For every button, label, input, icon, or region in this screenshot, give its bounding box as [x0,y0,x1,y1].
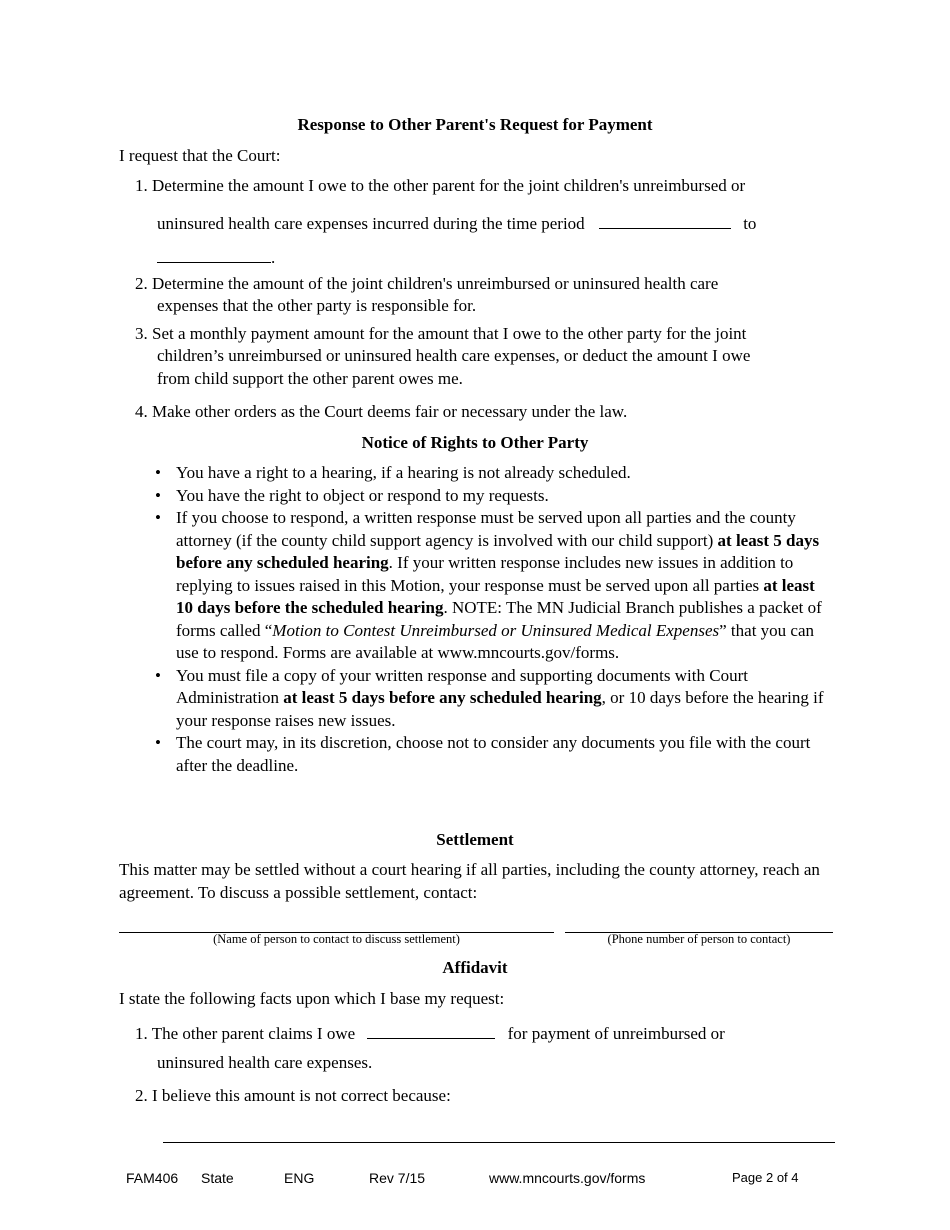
request-item-2: 2. Determine the amount of the joint children's unreimbursed or uninsured health care [135,274,719,293]
footer-form-number: FAM406 [126,1170,179,1186]
request-item-1: 1. Determine the amount I owe to the other parent for the joint children's unreimbursed or [135,176,746,195]
request-intro: I request that the Court: [119,146,281,165]
settlement-text: This matter may be settled without a court hearing if all parties, including the county attorney, reach an agreement. To discuss a possible settlement, contact: [119,860,820,902]
notice-bullet-3-text-4: ” that you can use to respond. Forms are available at www.mncourts.gov/forms. [176,620,815,662]
request-item-3: 3. Set a monthly payment amount for the amount that I owe to the other party for the joint [135,324,747,343]
footer-page-number: Page 2 of 4 [732,1170,799,1185]
notice-bullet-3 [155,507,835,665]
notice-bullet-4-bold: at least 5 days before any scheduled hearing [283,688,602,707]
notice-bullet-2: • You have the right to object or respond to my requests. [155,485,835,508]
request-item-1-line-2 [157,212,756,236]
notice-bullet-3-bold-2: at least 10 days before the scheduled hearing [176,575,815,617]
notice-heading: Notice of Rights to Other Party [361,433,589,452]
notice-bullet-5: • The court may, in its discretion, choose not to consider any documents you file with the court after the deadline. [155,732,835,777]
footer-state: State [201,1170,234,1186]
request-item-2-line-2: expenses that the other party is responsible for. [157,296,477,315]
footer-url: www.mncourts.gov/forms [489,1170,646,1186]
notice-bullet-4 [155,665,835,733]
request-item-3-line-3: from child support the other parent owes me. [157,369,463,388]
notice-bullet-3-form-title: Motion to Contest Unreimbursed or Uninsured Medical Expenses [272,620,720,640]
request-item-3-line-2: children’s unreimbursed or uninsured health care expenses, or deduct the amount I owe [157,346,751,365]
claimed-amount-field[interactable] [367,1022,495,1039]
affidavit-heading: Affidavit [442,958,508,977]
footer-revision: Rev 7/15 [369,1170,426,1186]
affidavit-item-2: 2. I believe this amount is not correct because: [135,1086,451,1105]
affidavit-intro: I state the following facts upon which I base my request: [119,989,505,1008]
notice-bullet-3-text-3: . NOTE: The MN Judicial Branch publishes a packet of forms called “ [176,598,822,640]
notice-bullet-1: • You have a right to a hearing, if a hearing is not already scheduled. [155,462,835,485]
request-item-1-text: uninsured health care expenses incurred during the time period [157,214,585,233]
notice-list [155,462,835,777]
settlement-name-caption: (Name of person to contact to discuss settlement) [213,932,460,946]
time-period-to-label: to [743,214,757,233]
settlement-phone-caption: (Phone number of person to contact) [607,932,791,946]
affidavit-item-1-text-a: 1. The other parent claims I owe [135,1024,356,1043]
time-period-end-field[interactable] [157,246,271,263]
notice-bullet-3-text-1: If you choose to respond, a written response must be served upon all parties and the county attorney (if the county child support agency is involved with our child support) [176,508,796,550]
request-heading: Response to Other Parent's Request for Payment [297,115,653,134]
notice-bullet-4-text-2: , or 10 days before the hearing if your response raises new issues. [176,688,824,730]
affidavit-item-1 [135,1022,725,1046]
affidavit-item-1-line-2: uninsured health care expenses. [157,1053,373,1072]
request-item-4: 4. Make other orders as the Court deems fair or necessary under the law. [135,402,628,421]
settlement-heading: Settlement [436,830,514,849]
request-item-1-line-3 [157,246,275,270]
notice-bullet-3-text-2: . If your written response includes new issues in addition to replying to issues raised in this Motion, your response must be served upon all parties [176,553,794,595]
request-item-1-period: . [271,248,276,267]
footer-language: ENG [284,1170,315,1186]
time-period-start-field[interactable] [599,212,731,229]
notice-bullet-3-bold-1: at least 5 days before any scheduled hearing [176,530,820,572]
reason-field-line[interactable] [163,1142,835,1143]
affidavit-item-1-text-b: for payment of unreimbursed or [507,1024,725,1043]
notice-bullet-4-text-1: You must file a copy of your written response and supporting documents with Court Administration [176,665,748,707]
